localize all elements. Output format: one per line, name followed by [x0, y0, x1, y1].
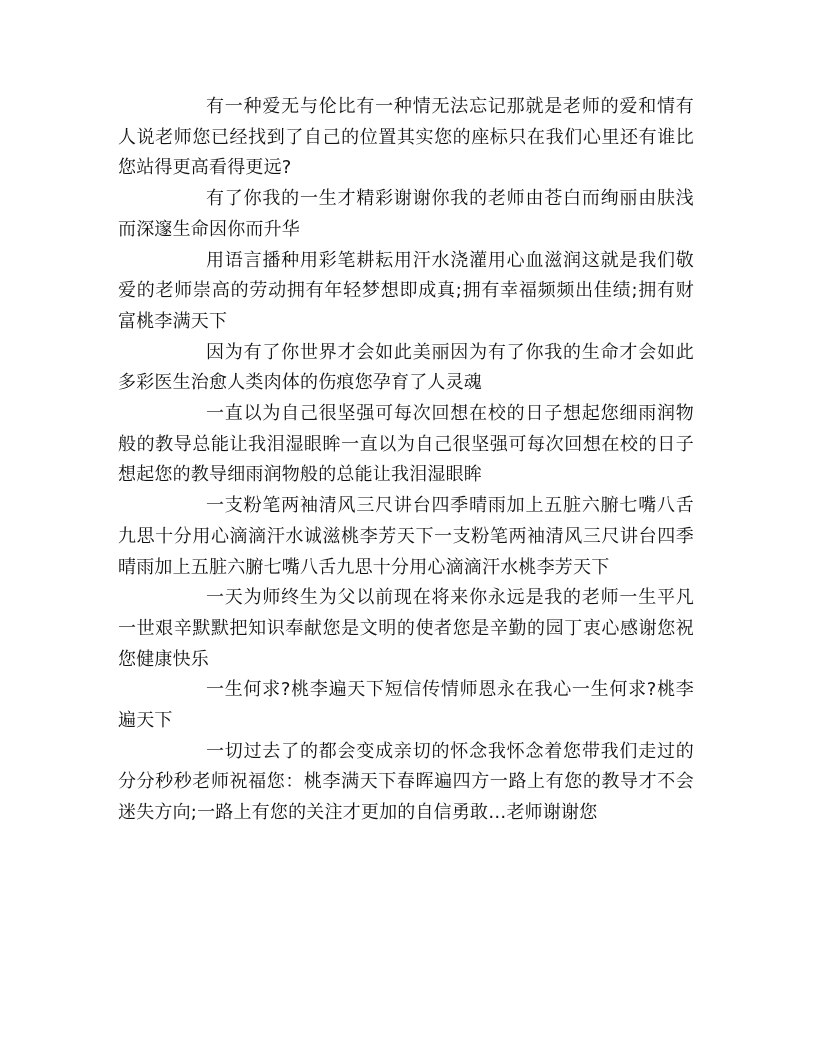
paragraph: 一支粉笔两袖清风三尺讲台四季晴雨加上五脏六腑七嘴八舌九思十分用心滴滴汗水诚滋桃李芳天下一支粉笔两袖清风三尺讲台四季晴雨加上五脏六腑七嘴八舌九思十分用心滴滴汗水桃李芳天下: [118, 495, 694, 578]
paragraph: 用语言播种用彩笔耕耘用汗水浇灌用心血滋润这就是我们敬爱的老师崇高的劳动拥有年轻梦想即成真;拥有幸福频频出佳绩;拥有财富桃李满天下: [118, 249, 694, 332]
paragraph: 一天为师终生为父以前现在将来你永远是我的老师一生平凡一世艰辛默默把知识奉献您是文明的使者您是辛勤的园丁衷心感谢您祝您健康快乐: [118, 587, 694, 670]
paragraph: 一直以为自己很坚强可每次回想在校的日子想起您细雨润物般的教导总能让我泪湿眼眸一直以为自己很坚强可每次回想在校的日子想起您的教导细雨润物般的总能让我泪湿眼眸: [118, 403, 694, 486]
paragraph: 有了你我的一生才精彩谢谢你我的老师由苍白而绚丽由肤浅而深邃生命因你而升华: [118, 188, 694, 240]
paragraph: 一切过去了的都会变成亲切的怀念我怀念着您带我们走过的分分秒秒老师祝福您：桃李满天下春晖遍四方一路上有您的教导才不会迷失方向;一路上有您的关注才更加的自信勇敢…老师谢谢您: [118, 740, 694, 824]
paragraph: 一生何求?桃李遍天下短信传情师恩永在我心一生何求?桃李遍天下: [118, 679, 694, 732]
document-body: [118, 92, 694, 829]
paragraph: 有一种爱无与伦比有一种情无法忘记那就是老师的爱和情有人说老师您已经找到了自己的位置其实您的座标只在我们心里还有谁比您站得更高看得更远?: [118, 96, 694, 179]
paragraph: 因为有了你世界才会如此美丽因为有了你我的生命才会如此多彩医生治愈人类肉体的伤痕您孕育了人灵魂: [118, 341, 694, 394]
